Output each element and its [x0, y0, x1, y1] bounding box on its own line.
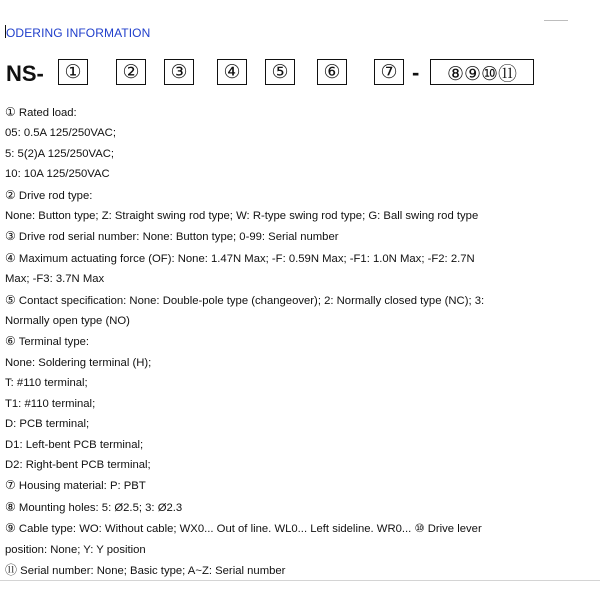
- detail-line: [5, 226, 595, 247]
- detail-text: 05: 0.5A 125/250VAC;: [5, 127, 116, 140]
- item-number-marker: ③: [5, 229, 16, 244]
- detail-line: [5, 185, 595, 206]
- detail-line: [5, 269, 595, 289]
- detail-text: Mounting holes: 5: Ø2.5; 3: Ø2.3: [15, 501, 183, 514]
- detail-text: D2: Right-bent PCB terminal;: [5, 458, 151, 471]
- detail-line: [5, 144, 595, 164]
- detail-line: [5, 475, 595, 496]
- detail-text: None: Soldering terminal (H);: [5, 356, 152, 369]
- model-code-row: [6, 59, 566, 87]
- detail-text: 5: 5(2)A 125/250VAC;: [5, 147, 115, 160]
- detail-line: [5, 123, 595, 143]
- detail-line: [5, 414, 595, 434]
- detail-line: [5, 455, 595, 475]
- item-number-marker: ⑤: [5, 292, 16, 307]
- code-box-4: ④: [217, 59, 247, 85]
- detail-text: Drive rod type:: [15, 189, 93, 202]
- detail-text: Normally open type (NO): [5, 315, 130, 328]
- item-number-marker: ⑥: [5, 334, 16, 349]
- detail-line: [5, 373, 595, 393]
- detail-line: [5, 206, 595, 226]
- detail-text: position: None; Y: Y position: [5, 543, 146, 556]
- detail-line: [5, 497, 595, 518]
- ordering-details: [5, 102, 595, 581]
- code-box-1: ①: [58, 59, 88, 85]
- item-number-marker: ④: [5, 250, 16, 265]
- detail-text: Cable type: WO: Without cable; WX0... Out of line. WL0... Left sideline. WR0... ⑩ Drive lever: [15, 523, 482, 536]
- detail-line: [5, 331, 595, 352]
- detail-line: [5, 560, 595, 581]
- code-dash: -: [412, 60, 420, 85]
- item-number-marker: ⑧: [5, 499, 16, 514]
- code-box-5: ⑤: [265, 59, 295, 85]
- code-box-8-11: ⑧⑨⑩⑪: [430, 59, 534, 85]
- detail-line: [5, 394, 595, 414]
- header-rule: [544, 20, 568, 21]
- item-number-marker: ①: [5, 105, 16, 119]
- detail-line: [5, 248, 595, 269]
- code-box-7: ⑦: [374, 59, 404, 85]
- document-title: ODERING INFORMATION: [6, 26, 151, 40]
- detail-line: [5, 540, 595, 560]
- detail-text: Max; -F3: 3.7N Max: [5, 273, 105, 286]
- detail-line: [5, 164, 595, 184]
- detail-line: [5, 435, 595, 455]
- detail-line: [5, 518, 595, 539]
- detail-text: D1: Left-bent PCB terminal;: [5, 438, 144, 451]
- item-number-marker: ②: [5, 187, 16, 202]
- detail-text: Contact specification: None: Double-pole type (changeover); 2: Normally closed type (NC); 3:: [15, 294, 485, 307]
- detail-line: [5, 102, 595, 123]
- detail-text: 10: 10A 125/250VAC: [5, 168, 110, 181]
- detail-text: None: Button type; Z: Straight swing rod type; W: R-type swing rod type; G: Ball swing rod type: [5, 210, 479, 223]
- model-prefix: NS-: [6, 61, 44, 86]
- footer-rule: [0, 580, 600, 581]
- detail-text: Terminal type:: [15, 336, 90, 349]
- detail-line: [5, 290, 595, 311]
- detail-text: D: PCB terminal;: [5, 418, 90, 431]
- detail-text: Maximum actuating force (OF): None: 1.47N Max; -F: 0.59N Max; -F1: 1.0N Max; -F2: 2.7N: [15, 252, 475, 265]
- detail-line: [5, 353, 595, 373]
- detail-text: Housing material: P: PBT: [15, 480, 146, 493]
- detail-text: T1: #110 terminal;: [5, 397, 96, 410]
- code-box-2: ②: [116, 59, 146, 85]
- detail-text: T: #110 terminal;: [5, 377, 88, 390]
- detail-text: Drive rod serial number: None: Button type; 0-99: Serial number: [15, 231, 339, 244]
- item-number-marker: ⑦: [5, 478, 16, 493]
- item-number-marker: ⑨: [5, 521, 16, 536]
- detail-text: Rated load:: [15, 107, 77, 119]
- code-box-6: ⑥: [317, 59, 347, 85]
- detail-text: Serial number: None; Basic type; A~Z: Serial number: [17, 564, 286, 577]
- code-box-3: ③: [164, 59, 194, 85]
- item-number-marker: ⑪: [5, 562, 18, 577]
- detail-line: [5, 311, 595, 331]
